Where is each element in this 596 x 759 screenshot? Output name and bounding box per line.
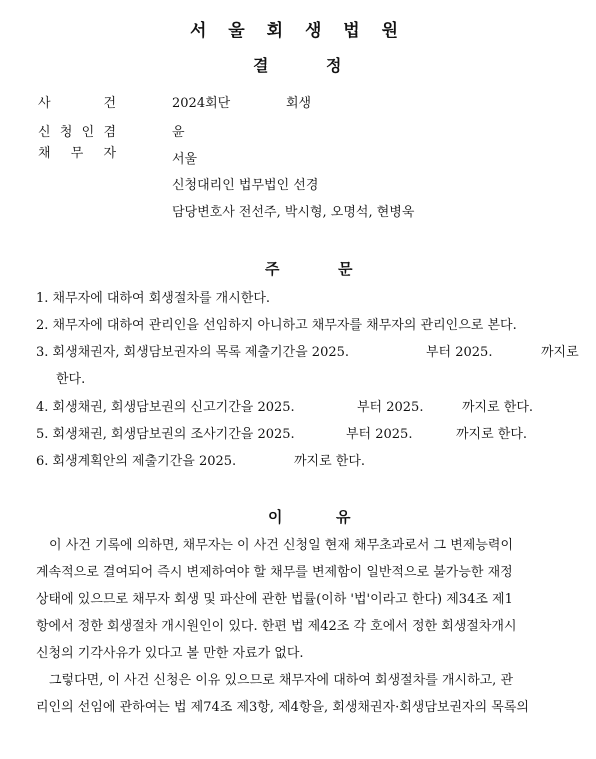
applicant-agent: 신청대리인 법무법인 선경 (172, 178, 319, 193)
applicant-label-char: 겸 (103, 125, 116, 140)
order-item-text: 회생채권, 회생담보권의 조사기간을 2025. (52, 427, 295, 442)
order-heading-left: 주 (265, 260, 280, 278)
order-item-text: 까지로 한다. (462, 400, 534, 415)
debtor-label-char: 무 (70, 146, 84, 161)
document-type-left: 결 (253, 56, 269, 75)
order-item (36, 450, 236, 469)
order-item-number: 2. (36, 318, 49, 333)
order-item-text: 부터 2025. (426, 345, 493, 360)
reason-heading-left: 이 (268, 508, 283, 526)
order-item-text: 채무자에 대하여 관리인을 선임하지 아니하고 채무자를 채무자의 관리인으로 본다. (52, 318, 517, 333)
applicant-label (38, 121, 116, 140)
order-item-text: 까지로 (541, 345, 579, 360)
order-item (36, 314, 517, 333)
order-item-text: 채무자에 대하여 회생절차를 개시한다. (52, 291, 271, 306)
case-number: 2024회단 (172, 96, 231, 111)
applicant-label-char: 청 (59, 125, 73, 140)
order-heading-right: 문 (338, 260, 353, 278)
applicant-name: 윤 (172, 125, 185, 140)
reason-line: 계속적으로 결여되어 즉시 변제하여야 할 채무를 변제함이 일반적으로 불가능한 재정 (36, 565, 513, 580)
order-item-number: 1. (36, 291, 49, 306)
case-label (38, 92, 116, 111)
order-item-text: 부터 2025. (357, 400, 424, 415)
reason-line: 리인의 선임에 관하여는 법 제74조 제3항, 제4항을, 회생채권자·회생담보권자의 목록의 (36, 700, 529, 715)
reason-line: 항에서 정한 회생절차 개시원인이 있다. 한편 법 제42조 각 호에서 정한 회생절차개시 (36, 619, 517, 634)
order-item-number: 3. (36, 345, 49, 360)
order-item-continuation: 한다. (56, 372, 86, 387)
order-item-text: 회생채권, 회생담보권의 신고기간을 2025. (52, 400, 295, 415)
document-type-right: 정 (326, 56, 342, 75)
debtor-label-char: 채 (38, 146, 51, 161)
order-item-number: 5. (36, 427, 49, 442)
case-label-char: 사 (38, 96, 51, 111)
order-item-number: 6. (36, 454, 49, 469)
reason-line: 상태에 있으므로 채무자 회생 및 파산에 관한 법률(이하 '법'이라고 한다) 제34조 제1 (36, 592, 513, 607)
case-type: 회생 (286, 96, 312, 111)
order-item-text: 까지로 한다. (294, 454, 366, 469)
case-label-char: 건 (103, 96, 116, 111)
applicant-label-char: 신 (38, 125, 51, 140)
reason-line: 신청의 기각사유가 있다고 볼 만한 자료가 없다. (36, 646, 304, 661)
order-item-text: 까지로 한다. (456, 427, 528, 442)
applicant-label-char: 인 (81, 125, 95, 140)
order-item-number: 4. (36, 400, 49, 415)
order-item (36, 396, 295, 415)
order-item (36, 341, 349, 360)
reason-heading-right: 유 (336, 508, 351, 526)
order-item-text: 회생계획안의 제출기간을 2025. (52, 454, 237, 469)
reason-line: 그렇다면, 이 사건 신청은 이유 있으므로 채무자에 대하여 회생절차를 개시하고, 관 (49, 673, 514, 688)
applicant-attorneys: 담당변호사 전선주, 박시형, 오명석, 현병욱 (172, 205, 415, 220)
debtor-label-char: 자 (103, 146, 116, 161)
order-item-text: 부터 2025. (346, 427, 413, 442)
order-item-text: 회생채권자, 회생담보권자의 목록 제출기간을 2025. (52, 345, 350, 360)
order-item (36, 423, 295, 442)
court-name: 서 울 회 생 법 원 (189, 21, 407, 41)
order-item (36, 287, 270, 306)
applicant-address: 서울 (172, 152, 198, 167)
reason-line: 이 사건 기록에 의하면, 채무자는 이 사건 신청일 현재 채무초과로서 그 변제능력이 (49, 538, 514, 553)
debtor-label (38, 142, 116, 161)
